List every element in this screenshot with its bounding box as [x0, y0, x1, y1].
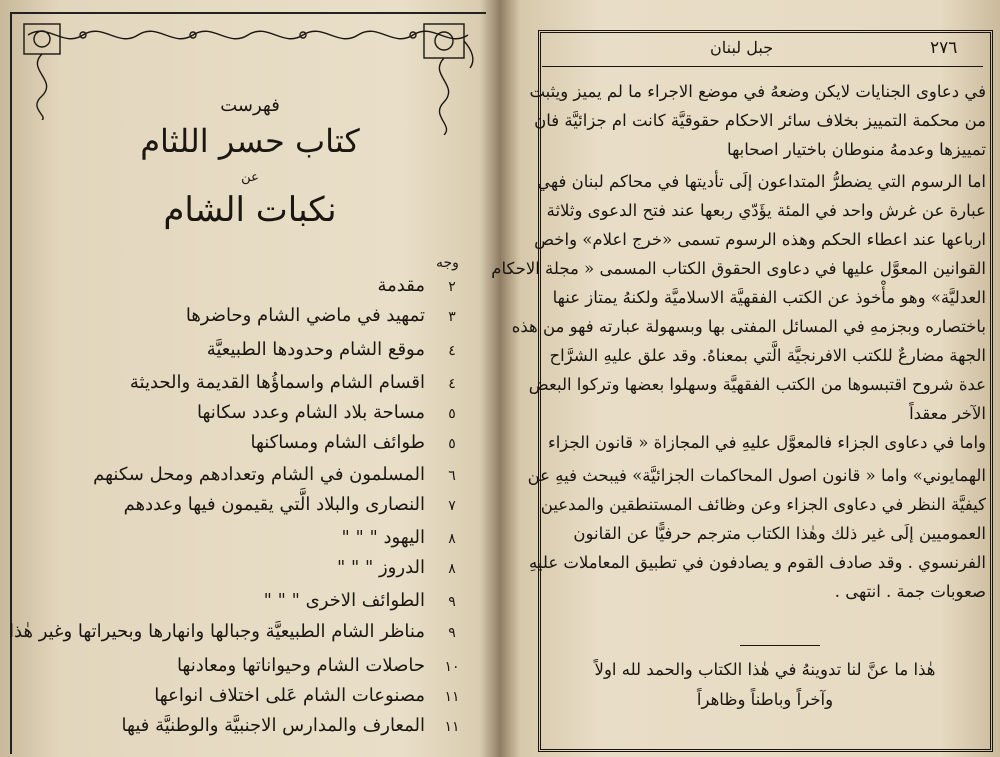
toc-page-number: ٨	[448, 561, 456, 577]
toc-title: المعارف والمدارس الاجنبيَّة والوطنيَّة فيها	[121, 715, 425, 736]
text-line: كيفيَّة النظر في دعاوى الجزاء وعن وظائف المستنطقين والمدعين	[540, 495, 986, 514]
toc-title: اليهود " " "	[341, 527, 425, 548]
toc-title: المسلمون في الشام وتعدادهم ومحل سكنهم	[93, 464, 425, 485]
corner-ornament-icon	[410, 20, 478, 135]
text-line: باختصاره وبجزمهِ في المسائل المفتى بها وبسهولة عبارته فهو من هذه	[511, 317, 986, 336]
toc-entry	[20, 557, 465, 587]
text-line: العدليَّة» وهو مأْخوذ عن الكتب الفقهيَّة الاسلاميَّة ولكنهُ يمتاز عنها	[552, 288, 986, 307]
toc-page-number: ٤	[448, 376, 456, 392]
toc-title: طوائف الشام ومساكنها	[250, 432, 425, 453]
text-line: صعوبات جمة . انتهى .	[834, 582, 986, 601]
toc-page-number: ١١	[444, 689, 460, 705]
index-heading: فهرست	[220, 95, 280, 116]
toc-title: الطوائف الاخرى " " "	[263, 590, 425, 611]
toc-entry	[20, 494, 465, 524]
toc-title: حاصلات الشام وحيواناتها ومعادنها	[176, 655, 425, 676]
toc-title: اقسام الشام واسماؤُها القديمة والحديثة	[129, 372, 425, 393]
toc-page-number: ٥	[448, 436, 456, 452]
toc-entry	[20, 339, 465, 369]
toc-page-number: ٢	[448, 279, 456, 295]
toc-entry	[9, 621, 465, 651]
text-line: الفرنسوي . وقد صادف القوم و يصادفون في تطبيق المعاملات عليهِ	[529, 553, 986, 572]
toc-entry	[20, 464, 465, 494]
page-number: ٢٧٦	[930, 38, 958, 58]
text-line: واما في دعاوى الجزاء فالمعوَّل عليهِ في المجازاة « قانون الجزاء	[547, 433, 986, 452]
text-line: الآخر معقداً	[909, 404, 986, 423]
ornamental-border-icon	[18, 20, 478, 50]
header-divider	[542, 66, 983, 67]
text-line: الهمايوني» واما « قانون اصول المحاكمات الجزائيَّة» فيبحث فيهِ عن	[527, 466, 986, 485]
toc-page-number: ٩	[448, 594, 456, 610]
text-line: في دعاوى الجنايات لايكن وضعهُ في موضع الاجراء ما لم يميز ويثبت	[529, 82, 986, 101]
right-page	[491, 0, 1000, 757]
toc-title: تمهيد في ماضي الشام وحاضرها	[185, 305, 425, 326]
toc-page-number: ٩	[448, 625, 456, 641]
toc-page-number: ٥	[448, 406, 456, 422]
toc-entry	[20, 305, 465, 335]
page-column-heading: وجه	[436, 255, 459, 271]
toc-entry	[20, 715, 465, 745]
toc-title: الدروز " " "	[336, 557, 425, 578]
toc-entry	[20, 527, 465, 557]
section-divider	[740, 645, 820, 646]
toc-entry	[20, 685, 465, 715]
toc-title: النصارى والبلاد الَّتي يقيمون فيها وعددهم	[123, 494, 425, 515]
toc-page-number: ٦	[448, 468, 456, 484]
text-line: ارباعها عند اعطاء الحكم وهذه الرسوم تسمى «خرج اعلام» واخص	[534, 230, 986, 249]
toc-title: مقدمة	[377, 275, 425, 296]
connector-word: عن	[241, 170, 259, 185]
toc-page-number: ١١	[444, 719, 460, 735]
toc-entry	[20, 402, 465, 432]
toc-title: موقع الشام وحدودها الطبيعيَّة	[206, 339, 425, 360]
toc-title: مصنوعات الشام عَلى اختلاف انواعها	[154, 685, 425, 706]
toc-entry	[20, 655, 465, 685]
text-line: من محكمة التمييز بخلاف سائر الاحكام حقوقيَّة كانت ام جزائيَّة فان	[534, 111, 986, 130]
book-subtitle: نكبات الشام	[163, 190, 337, 230]
toc-page-number: ٨	[448, 531, 456, 547]
left-page	[0, 0, 490, 757]
text-line: الجهة مضارعٌ للكتب الافرنجيَّة الَّتي بمعناهُ. وقد علق عليهِ الشرَّاح	[549, 346, 986, 365]
text-line: تمييزها وعدمهُ منوطان باختيار اصحابها	[727, 140, 986, 159]
text-line: العموميين إلَى غير ذلك وهٰذا الكتاب مترجم حرفيًّا عن القانون	[573, 524, 986, 543]
text-line: اما الرسوم التي يضطرُّ المتداعون إلَى تأديتها في محاكم لبنان فهي	[537, 172, 986, 191]
toc-page-number: ٣	[448, 309, 456, 325]
corner-ornament-icon	[18, 20, 66, 120]
toc-entry	[20, 432, 465, 462]
text-line: عدة شروح اقتبسوها من الكتب الفقهيَّة وسهلوا بعضها وتركوا البعض	[528, 375, 986, 394]
book-title: كتاب حسر اللثام	[140, 122, 360, 160]
toc-title: مساحة بلاد الشام وعدد سكانها	[197, 402, 425, 423]
toc-page-number: ٤	[448, 343, 456, 359]
closing-line: وآخراً وباطناً وظاهراً	[696, 690, 834, 709]
toc-page-number: ١٠	[444, 659, 460, 675]
text-line: عبارة عن غرش واحد في المئة يؤَدّي ربعها عند فتح الدعوى وثلاثة	[546, 201, 986, 220]
toc-entry	[20, 275, 465, 305]
toc-title: مناظر الشام الطبيعيَّة وجبالها وانهارها وبحيراتها وغير هٰذا	[9, 621, 425, 642]
toc-entry	[20, 590, 465, 620]
toc-entry	[20, 372, 465, 402]
toc-page-number: ٧	[448, 498, 456, 514]
text-line: القوانين المعوَّل عليها في دعاوى الحقوق الكتاب المسمى « مجلة الاحكام	[491, 259, 986, 278]
closing-line: هٰذا ما عنَّ لنا تدوينهُ في هٰذا الكتاب والحمد لله اولاً	[594, 660, 936, 679]
running-head: جبل لبنان	[710, 38, 774, 57]
